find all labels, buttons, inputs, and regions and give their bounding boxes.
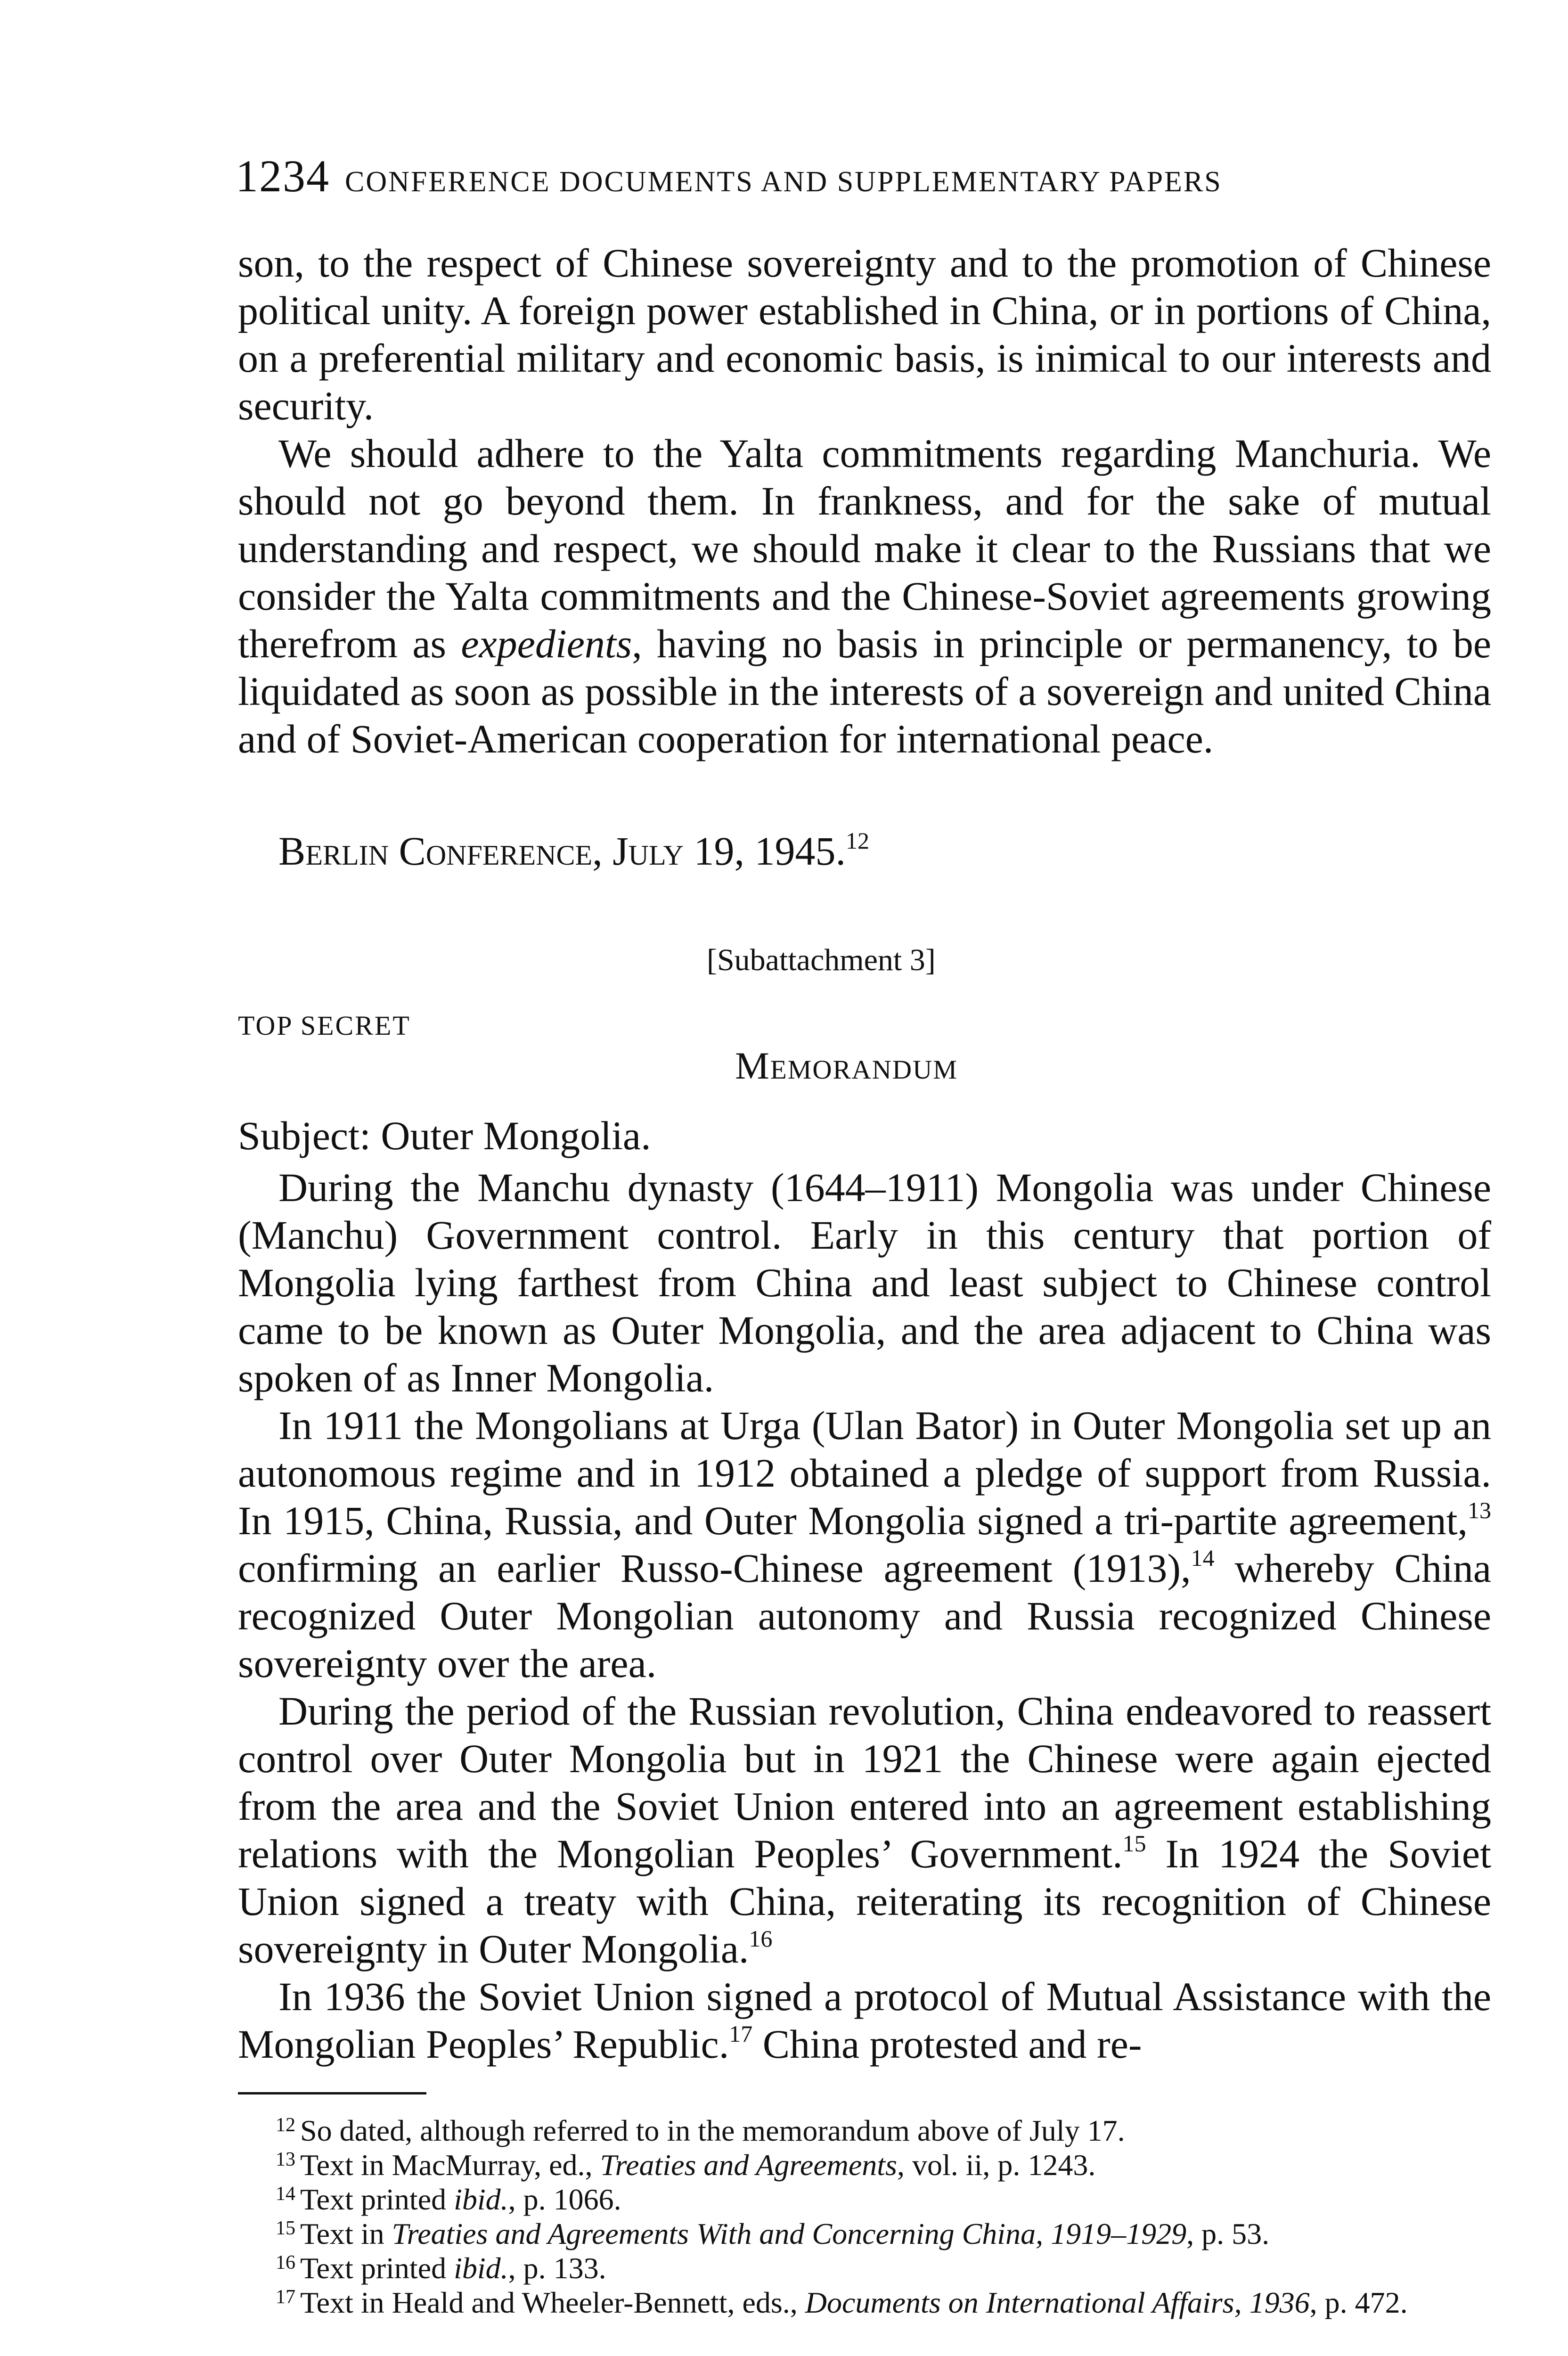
footnote-title: Documents on International Affairs, 1936 [805, 2286, 1310, 2319]
dateline [278, 827, 869, 875]
classification-marking: TOP SECRET [238, 1010, 411, 1041]
dateline-text: Berlin Conference, July 19, 1945. [278, 828, 846, 874]
footnote [238, 2217, 1491, 2251]
paragraph-text: confirming an earlier Russo-Chinese agreement (1913), [238, 1546, 1191, 1591]
footnote-text: Text in [300, 2217, 392, 2250]
footnote-ref: 16 [749, 1925, 773, 1952]
memorandum-subject: Subject: Outer Mongolia. [238, 1113, 651, 1158]
paragraph-text: We should adhere to the Yalta commitments regarding Manchuria. We should not go beyond them. In frankness, and for the sake of mutual understanding and respect, we should make it clear to the Russians that we consider the Yalta commitments and the Chinese-Soviet agreements growing therefrom as [238, 431, 1491, 666]
running-title: CONFERENCE DOCUMENTS AND SUPPLEMENTARY PAPERS [345, 166, 1222, 198]
footnote-text: , p. 133. [508, 2251, 606, 2285]
footnote-text: Text in Heald and Wheeler-Bennett, eds., [300, 2286, 805, 2319]
footnote [238, 2251, 1491, 2285]
memorandum-body [238, 1164, 1491, 2068]
footnotes [238, 2113, 1491, 2320]
footnote-title: Treaties and Agreements [600, 2148, 897, 2182]
subattachment-label: [Subattachment 3] [707, 943, 936, 977]
footnote-number: 12 [276, 2114, 295, 2136]
footnote-number: 16 [276, 2252, 295, 2274]
paragraph [238, 1402, 1491, 1687]
footnote [238, 2113, 1491, 2148]
paragraph-text: During the Manchu dynasty (1644–1911) Mongolia was under Chinese (Manchu) Government control. Early in this century that portion of Mongolia lying farthest from China and least subject to Chinese control came to be known as Outer Mongolia, and the area adjacent to China was spoken of as Inner Mongolia. [238, 1165, 1491, 1400]
memorandum-conclusion [238, 239, 1491, 763]
footnote-text: Text printed [300, 2183, 454, 2216]
footnote-ref: 15 [1122, 1830, 1146, 1857]
footnote-number: 17 [276, 2286, 295, 2308]
paragraph-text: , having no basis in principle or permanency, to be liquidated as soon as possible in the interests of a sovereign and united China and of Soviet-American cooperation for international peace. [238, 621, 1492, 761]
footnote-text: , vol. ii, p. 1243. [897, 2148, 1096, 2182]
footnote-number: 13 [276, 2149, 295, 2170]
footnote-ref: 12 [845, 827, 869, 854]
footnote [238, 2148, 1491, 2182]
footnote [238, 2285, 1491, 2320]
page-number: 1234 [236, 151, 330, 201]
footnote-text: Text in MacMurray, ed., [300, 2148, 600, 2182]
footnote-title: ibid. [454, 2183, 508, 2216]
paragraph-text: During the period of the Russian revolution, China endeavored to reassert control over Outer Mongolia but in 1921 the Chinese were again ejected from the area and the Soviet Union entered into an agreement establishing relations with the Mongolian Peoples’ Government. [238, 1688, 1491, 1876]
paragraph-text: whereby China recognized Outer Mongolian autonomy and Russia recognized Chinese sovereignty over the area. [238, 1546, 1492, 1686]
paragraph-text: son, to the respect of Chinese sovereignty and to the promotion of Chinese political unity. A foreign power established in China, or in portions of China, on a preferential military and economic basis, is inimical to our interests and security. [238, 240, 1491, 428]
footnote-text: , p. 53. [1186, 2217, 1270, 2250]
paragraph [238, 1973, 1491, 2068]
paragraph-text: China protested and re- [752, 2021, 1142, 2067]
running-head [236, 150, 1494, 202]
footnote-ref: 14 [1191, 1545, 1215, 1571]
footnote-divider [238, 2092, 426, 2094]
italic-term: expedients [461, 621, 632, 666]
footnote-text: , p. 472. [1309, 2286, 1408, 2319]
paragraph [238, 430, 1491, 763]
paragraph-text: In 1936 the Soviet Union signed a protocol of Mutual Assistance with the Mongolian Peoples’ Republic. [238, 1974, 1491, 2067]
footnote-number: 14 [276, 2183, 295, 2205]
footnote-number: 15 [276, 2217, 295, 2239]
paragraph-text: In 1911 the Mongolians at Urga (Ulan Bator) in Outer Mongolia set up an autonomous regime and in 1912 obtained a pledge of support from Russia. In 1915, China, Russia, and Outer Mongolia signed a tri-partite agreement, [238, 1403, 1491, 1543]
footnote-title: ibid. [454, 2251, 508, 2285]
footnote-text: Text printed [300, 2251, 454, 2285]
paragraph [238, 239, 1491, 430]
footnote-text: , p. 1066. [508, 2183, 621, 2216]
footnote-text: So dated, although referred to in the memorandum above of July 17. [300, 2114, 1125, 2147]
paragraph [238, 1687, 1491, 1973]
paragraph [238, 1164, 1491, 1402]
memorandum-title: Memorandum [735, 1044, 958, 1087]
footnote [238, 2182, 1491, 2217]
footnote-title: Treaties and Agreements With and Concerning China, 1919–1929 [392, 2217, 1187, 2250]
footnote-ref: 17 [729, 2021, 753, 2047]
paragraph-text: In 1924 the Soviet Union signed a treaty with China, reiterating its recognition of Chinese sovereignty in Outer Mongolia. [238, 1831, 1491, 1972]
footnote-ref: 13 [1468, 1497, 1491, 1523]
